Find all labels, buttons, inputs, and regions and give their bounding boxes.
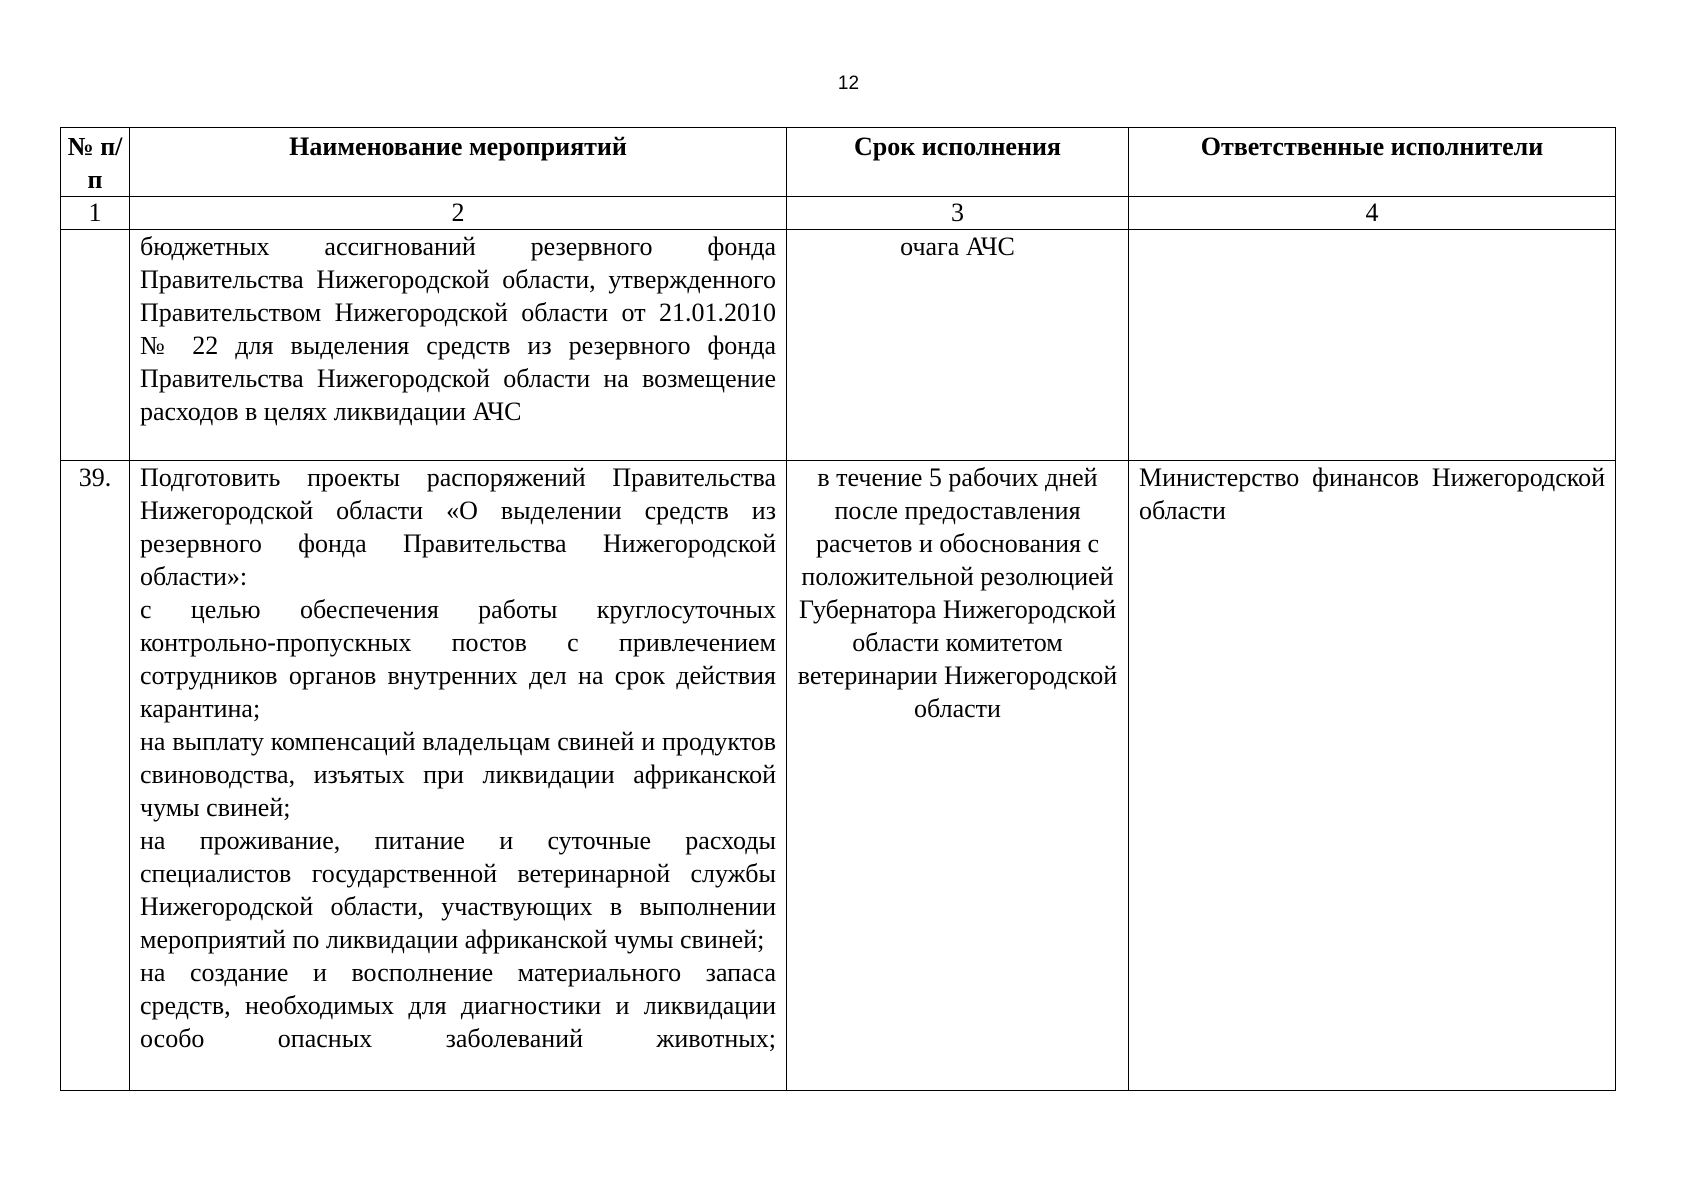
row-responsible: Министерство финансов Нижегородской области — [1129, 461, 1616, 1091]
column-number-1: 1 — [61, 197, 130, 230]
table-row — [61, 461, 1616, 1091]
row-measure-name — [130, 461, 787, 1091]
header-row — [61, 128, 1616, 197]
measure-paragraph: с целью обеспечения работы круглосуточных контрольно-пропускных постов с привлечением сотрудников органов внутренних дел на срок действия карантина; — [140, 595, 776, 723]
row-number — [61, 230, 130, 461]
header-name: Наименование мероприятий — [130, 128, 787, 197]
table-row — [61, 230, 1616, 461]
column-number-2: 2 — [130, 197, 787, 230]
header-number: № п/п — [61, 128, 130, 197]
row-measure-name — [130, 230, 787, 461]
measure-paragraph: Подготовить проекты распоряжений Правительства Нижегородской области «О выделении средств из резервного фонда Правительства Нижегородской области»: — [140, 463, 776, 591]
measure-paragraph: бюджетных ассигнований резервного фонда Правительства Нижегородской области, утвержденного Правительством Нижегородской области от 21.01.2010 № 22 для выделения средств из резервного фонда Правительства Нижегородской области на возмещение расходов в целях ликвидации АЧС — [140, 232, 776, 426]
column-number-3: 3 — [787, 197, 1129, 230]
row-deadline: в течение 5 рабочих дней после предоставления расчетов и обоснования с положительной резолюцией Губернатора Нижегородской области комитетом ветеринарии Нижегородской области — [787, 461, 1129, 1091]
row-number: 39. — [61, 461, 130, 1091]
column-number-4: 4 — [1129, 197, 1616, 230]
page-number: 12 — [837, 73, 860, 94]
row-responsible — [1129, 230, 1616, 461]
measure-paragraph: на проживание, питание и суточные расходы специалистов государственной ветеринарной службы Нижегородской области, участвующих в выполнении мероприятий по ликвидации африканской чумы свиней; — [140, 826, 776, 954]
measures-table — [60, 127, 1616, 1091]
header-deadline: Срок исполнения — [787, 128, 1129, 197]
measure-paragraph: на создание и восполнение материального запаса средств, необходимых для диагностики и ликвидации особо опасных заболеваний животных; — [140, 958, 776, 1053]
row-deadline: очага АЧС — [787, 230, 1129, 461]
header-responsible: Ответственные исполнители — [1129, 128, 1616, 197]
column-number-row — [61, 197, 1616, 230]
measure-paragraph: на выплату компенсаций владельцам свиней и продуктов свиноводства, изъятых при ликвидации африканской чумы свиней; — [140, 727, 776, 822]
